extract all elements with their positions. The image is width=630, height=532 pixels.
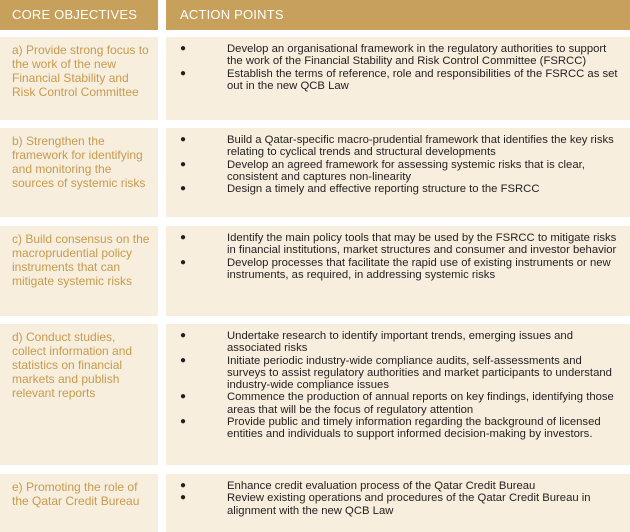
bullet-icon: ●: [180, 256, 187, 268]
bullet-icon: ●: [180, 492, 187, 504]
table-row: [0, 226, 630, 316]
list-item: [166, 480, 620, 492]
action-points-cell: [166, 324, 630, 465]
bullet-icon: ●: [180, 391, 187, 403]
action-point-text: Undertake research to identify important trends, emerging issues and associated risks: [227, 330, 573, 355]
list-item: [166, 391, 620, 416]
action-point-text: Commence the production of annual reports on key findings, identifying those areas that will be the focus of regulatory attention: [227, 391, 614, 416]
bullet-icon: ●: [180, 43, 187, 54]
action-point-text: Enhance credit evaluation process of the Qatar Credit Bureau: [227, 480, 536, 492]
header-core-objectives: CORE OBJECTIVES: [0, 0, 158, 30]
action-points-list: [166, 134, 620, 195]
list-item: [166, 355, 620, 392]
list-item: [166, 492, 620, 517]
objective-cell: b) Strengthen the framework for identifying and monitoring the sources of systemic risks: [0, 128, 158, 217]
action-points-cell: [166, 474, 630, 532]
objective-cell: e) Promoting the role of the Qatar Credit Bureau: [0, 474, 158, 532]
action-point-text: Initiate periodic industry-wide compliance audits, self-assessments and surveys to assist regulatory authorities and market participants to understand industry-wide compliance issues: [227, 354, 612, 392]
table-row: [0, 324, 630, 465]
bullet-icon: ●: [180, 330, 187, 341]
action-points-list: [166, 43, 620, 92]
action-points-cell: [166, 128, 630, 217]
action-point-text: Develop an agreed framework for assessing systemic risks that is clear, consistent and captures non-linearity: [227, 158, 585, 183]
header-action-points: ACTION POINTS: [166, 0, 630, 30]
action-point-text: Review existing operations and procedures of the Qatar Credit Bureau in alignment with the new QCB Law: [227, 492, 591, 517]
objective-cell: c) Build consensus on the macroprudential policy instruments that can mitigate systemic risks: [0, 226, 158, 316]
action-point-text: Develop an organisational framework in the regulatory authorities to support the work of the Financial Stability and Risk Control Committee (FSRCC): [227, 43, 607, 68]
list-item: [166, 68, 620, 93]
objective-cell: d) Conduct studies, collect information and statistics on financial markets and publish relevant reports: [0, 324, 158, 465]
list-item: [166, 416, 620, 441]
action-point-text: Design a timely and effective reporting structure to the FSRCC: [227, 183, 540, 196]
list-item: [166, 232, 620, 257]
bullet-icon: ●: [180, 480, 187, 491]
table-row: [0, 37, 630, 120]
action-point-text: Develop processes that facilitate the rapid use of existing instruments or new instruments, as required, in addressing systemic risks: [227, 256, 611, 281]
action-point-text: Build a Qatar-specific macro-prudential framework that identifies the key risks relating to cyclical trends and structural developments: [227, 134, 614, 159]
objective-cell: a) Provide strong focus to the work of the new Financial Stability and Risk Control Committee: [0, 37, 158, 120]
list-item: [166, 257, 620, 282]
bullet-icon: ●: [180, 354, 187, 366]
action-points-cell: [166, 226, 630, 316]
table-row: [0, 474, 630, 532]
list-item: [166, 183, 620, 195]
bullet-icon: ●: [180, 416, 187, 428]
action-point-text: Establish the terms of reference, role and responsibilities of the FSRCC as set out in the new QCB Law: [227, 67, 618, 92]
list-item: [166, 43, 620, 68]
action-points-list: [166, 330, 620, 441]
action-points-cell: [166, 37, 630, 120]
bullet-icon: ●: [180, 67, 187, 79]
bullet-icon: ●: [180, 158, 187, 170]
list-item: [166, 134, 620, 159]
action-points-list: [166, 232, 620, 281]
bullet-icon: ●: [180, 232, 187, 243]
action-point-text: Provide public and timely information regarding the background of licensed entities and individuals to support informed decision-making by investors.: [227, 416, 601, 441]
list-item: [166, 330, 620, 355]
action-points-list: [166, 480, 620, 517]
bullet-icon: ●: [180, 134, 187, 145]
list-item: [166, 159, 620, 184]
table-row: [0, 128, 630, 217]
action-point-text: Identify the main policy tools that may be used by the FSRCC to mitigate risks in financial institutions, market structures and consumer and investor behavior: [227, 232, 617, 257]
bullet-icon: ●: [180, 183, 187, 195]
